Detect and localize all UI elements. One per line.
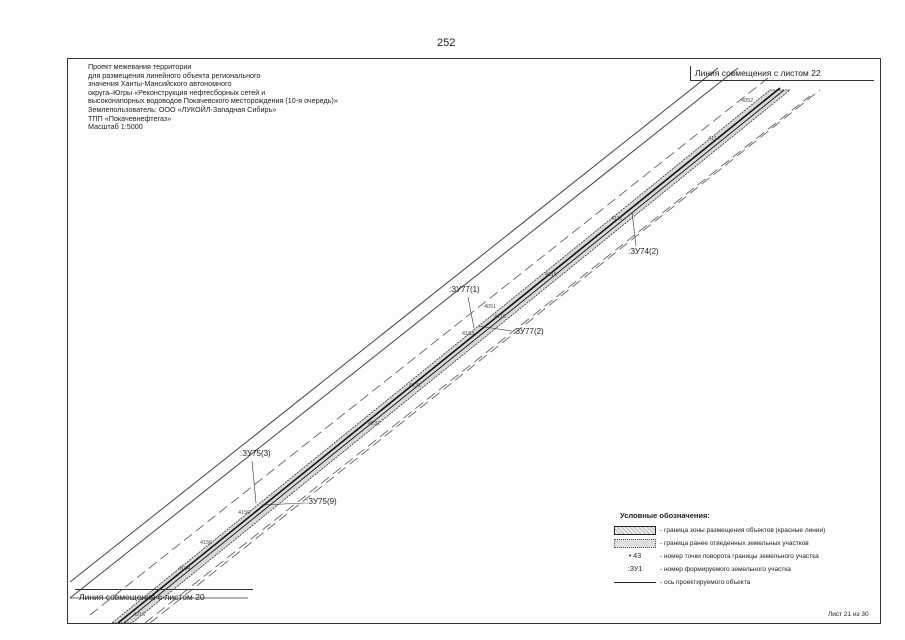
turn-point-symbol: • 43 [628,553,642,560]
point-label: 4154 [178,566,191,572]
point-label: 4153 [462,331,475,337]
sheet-number: Лист 21 из 30 [828,611,869,618]
legend-item [614,563,876,576]
match-line-bottom: Линия совмещения с листом 20 [75,589,253,604]
parcel-label: :ЗУ75(9) [306,497,337,506]
legend-text: - ось проектируемого объекта [660,579,751,586]
title-block [88,63,338,132]
point-label: 4216 [133,612,146,618]
title-line: значения Ханты-Мансийского автономного [88,79,232,89]
point-label: 4111 [611,216,623,222]
point-label: 4116 [494,314,506,320]
title-line: для размещения линейного объекта регионального [88,70,261,80]
point-label: 4115 [545,272,557,278]
prior-parcel-icon [614,539,656,548]
page-number: 252 [437,37,456,49]
match-line-top: Линия совмещения с листом 22 [690,66,874,81]
legend-text: - граница зоны размещения объектов (красные линии) [660,527,826,534]
legend-text: - граница ранее отведенных земельных участков [660,540,809,547]
legend-item [614,550,876,563]
legend-item [614,537,876,550]
leader-zu75-3 [252,461,256,503]
leader-zu77-1 [468,297,474,328]
corridor-outer-left [70,68,718,582]
legend-item [614,576,876,589]
title-line: Масштаб 1:5000 [88,122,143,132]
axis-line-icon [614,582,656,583]
title-line: округа–Югры «Реконструкция нефтесборных сетей и [88,87,266,97]
point-label: 4052 [741,98,754,104]
point-label: 4150 [238,510,251,516]
parcel-label: :ЗУ74(2) [628,247,659,256]
title-line: высоконапорных водоводов Покачевского месторождения (10-я очередь)» [88,96,338,106]
legend-text: - номер точки поворота границы земельного участка [660,553,819,560]
legend [614,511,876,589]
point-label: 4114 [708,136,720,142]
legend-text: - номер формируемого земельного участка [660,566,791,573]
legend-item [614,524,876,537]
parcel-number-symbol: :ЗУ1 [627,566,643,573]
title-line: Проект межевания территории [88,62,192,71]
point-label: 4156 [200,540,213,546]
title-line: ТПП «Покачевнефтегаз» [88,113,172,123]
point-label: 4231 [409,383,422,389]
point-label: 4232 [368,421,381,427]
point-label: 4051 [484,304,497,310]
parcel-label: :ЗУ77(2) [513,327,544,336]
parcel-label: :ЗУ77(1) [449,285,480,294]
parcel-label: :ЗУ75(3) [240,449,271,458]
red-line-zone-icon [614,526,656,535]
title-line: Землепользователь: ООО «ЛУКОЙЛ-Западная Сибирь» [88,104,277,114]
legend-title: Условные обозначения: [620,511,710,520]
leader-zu74 [632,212,636,246]
